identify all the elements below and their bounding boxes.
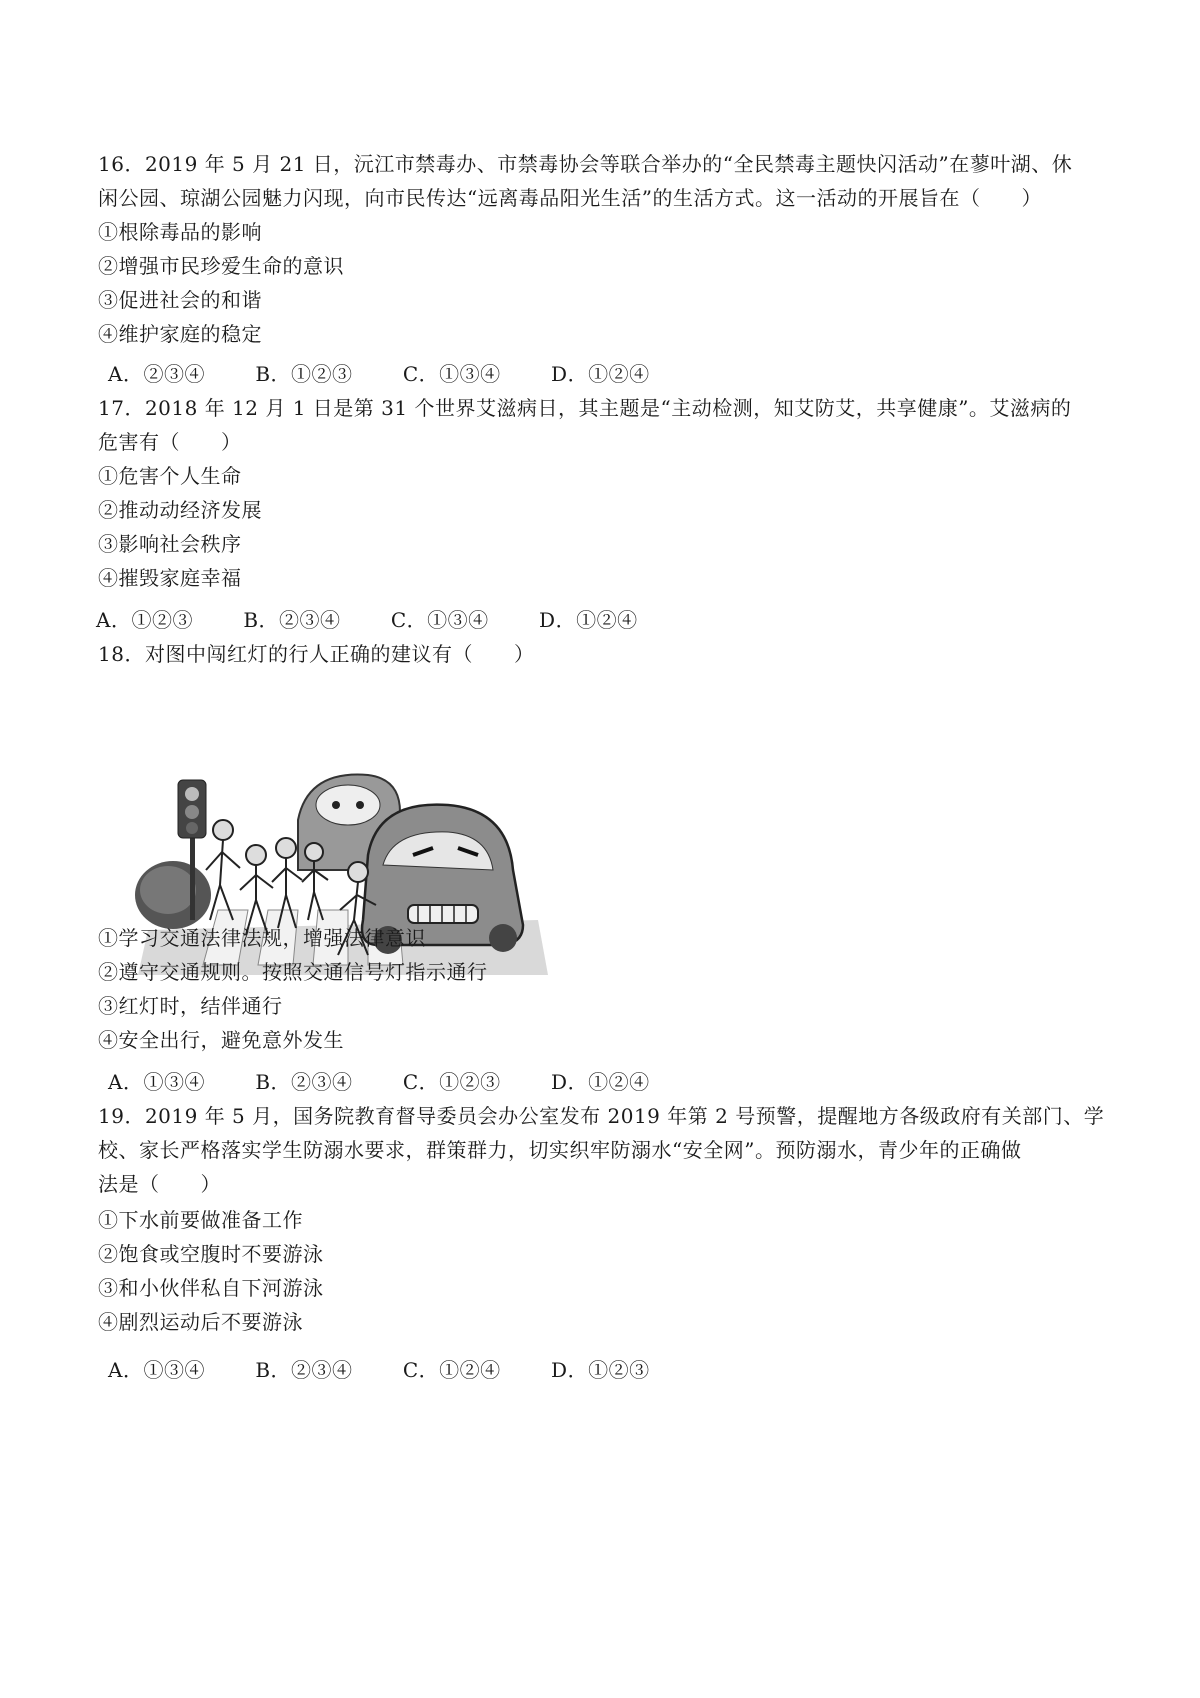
q19-option-d: D．①②③ [551,1358,650,1382]
q18-item-3: ③红灯时，结伴通行 [98,994,283,1018]
q17-option-b: B．②③④ [243,608,341,632]
q19-stem-line3: 法是（ ） [98,1172,221,1196]
q17-option-c: C．①③④ [390,608,489,632]
q19-item-4: ④剧烈运动后不要游泳 [98,1310,303,1334]
q16-option-b: B．①②③ [255,362,353,386]
q18-option-d: D．①②④ [551,1070,650,1094]
q19-option-b: B．②③④ [255,1358,353,1382]
q18-stem-line1: 18．对图中闯红灯的行人正确的建议有（ ） [98,642,535,666]
q17-option-d: D．①②④ [539,608,638,632]
q16-option-d: D．①②④ [551,362,650,386]
q19-stem-line1: 19．2019 年 5 月，国务院教育督导委员会办公室发布 2019 年第 2 号预警，提醒地方各级政府有关部门、学 [98,1104,1105,1128]
q16-item-2: ②增强市民珍爱生命的意识 [98,254,344,278]
q18-option-b: B．②③④ [255,1070,353,1094]
q17-stem-line1: 17．2018 年 12 月 1 日是第 31 个世界艾滋病日，其主题是“主动检测，知艾防艾，共享健康”。艾滋病的 [98,396,1072,420]
q16-stem-line1: 16．2019 年 5 月 21 日，沅江市禁毒办、市禁毒协会等联合举办的“全民禁毒主题快闪活动”在蓼叶湖、休 [98,152,1073,176]
q19-item-2: ②饱食或空腹时不要游泳 [98,1242,324,1266]
q17-item-4: ④摧毁家庭幸福 [98,566,242,590]
q18-item-2: ②遵守交通规则。按照交通信号灯指示通行 [98,960,488,984]
q16-option-c: C．①③④ [402,362,501,386]
q16-item-1: ①根除毒品的影响 [98,220,262,244]
q18-item-1: ①学习交通法律法规，增强法律意识 [98,926,426,950]
q17-item-2: ②推动动经济发展 [98,498,262,522]
q18-option-a: A．①③④ [108,1070,205,1094]
q16-options [108,360,694,388]
q16-item-4: ④维护家庭的稳定 [98,322,262,346]
q17-options [96,606,682,634]
q18-item-4: ④安全出行，避免意外发生 [98,1028,344,1052]
q17-item-3: ③影响社会秩序 [98,532,242,556]
q19-option-a: A．①③④ [108,1358,205,1382]
q16-item-3: ③促进社会的和谐 [98,288,262,312]
q19-stem-line2: 校、家长严格落实学生防溺水要求，群策群力，切实织牢防溺水“安全网”。预防溺水，青少年的正确做 [98,1138,1022,1162]
q17-stem-line2: 危害有（ ） [98,430,242,454]
q19-option-c: C．①②④ [402,1358,501,1382]
q19-item-1: ①下水前要做准备工作 [98,1208,303,1232]
q19-item-3: ③和小伙伴私自下河游泳 [98,1276,324,1300]
q18-option-c: C．①②③ [402,1070,501,1094]
q18-options [108,1068,694,1096]
q19-options [108,1356,694,1384]
q16-stem-line2: 闲公园、琼湖公园魅力闪现，向市民传达“远离毒品阳光生活”的生活方式。这一活动的开展旨在（ ） [98,186,1042,210]
q17-option-a: A．①②③ [96,608,193,632]
q16-option-a: A．②③④ [108,362,205,386]
q17-item-1: ①危害个人生命 [98,464,242,488]
